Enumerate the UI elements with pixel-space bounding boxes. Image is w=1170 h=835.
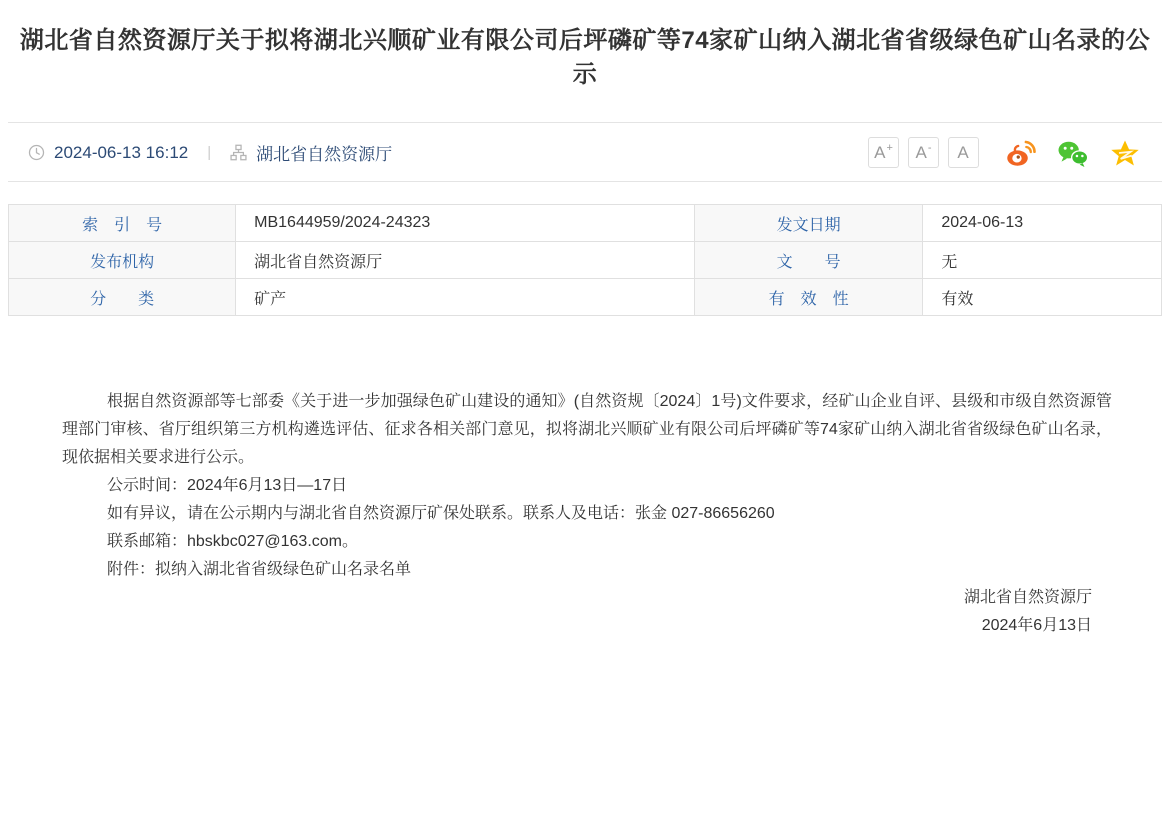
issue-date-value: 2024-06-13 xyxy=(923,205,1162,242)
meta-divider xyxy=(8,181,1162,182)
font-reset-button[interactable] xyxy=(948,137,979,168)
validity-value: 有效 xyxy=(923,279,1162,316)
clock-icon xyxy=(28,144,45,161)
doc-number-label: 文 号 xyxy=(695,242,923,279)
publisher-value: 湖北省自然资源厅 xyxy=(236,242,695,279)
article-body xyxy=(0,316,1170,640)
index-number-value: MB1644959/2024-24323 xyxy=(236,205,695,242)
share-buttons xyxy=(1005,139,1140,167)
wechat-icon[interactable] xyxy=(1057,139,1089,167)
font-increase-button[interactable] xyxy=(868,137,899,168)
font-size-controls xyxy=(868,137,979,168)
attachment-line: 附件：拟纳入湖北省省级绿色矿山名录名单 xyxy=(107,561,412,578)
page-title: 湖北省自然资源厅关于拟将湖北兴顺矿业有限公司后坪磷矿等74家矿山纳入湖北省省级绿色矿山名录的公示 xyxy=(19,27,1151,88)
sitemap-icon xyxy=(230,144,247,161)
category-value: 矿产 xyxy=(236,279,695,316)
font-increase-sup: + xyxy=(886,142,893,154)
publisher-label: 发布机构 xyxy=(9,242,236,279)
document-info-table xyxy=(8,204,1162,316)
doc-number-value: 无 xyxy=(923,242,1162,279)
meta-separator: | xyxy=(207,144,212,161)
signature-date: 2024年6月13日 xyxy=(981,617,1092,634)
category-label: 分 类 xyxy=(9,279,236,316)
issue-date-label: 发文日期 xyxy=(695,205,923,242)
table-row xyxy=(9,242,1162,279)
font-decrease-label: A xyxy=(915,142,927,162)
paragraph-publicity-period: 公示时间：2024年6月13日—17日 xyxy=(107,477,348,494)
publish-time: 2024-06-13 16:12 xyxy=(54,142,189,162)
font-increase-label: A xyxy=(874,142,886,162)
table-row xyxy=(9,205,1162,242)
index-number-label: 索 引 号 xyxy=(9,205,236,242)
table-row xyxy=(9,279,1162,316)
source-name: 湖北省自然资源厅 xyxy=(256,145,393,164)
meta-info xyxy=(28,140,392,165)
weibo-icon[interactable] xyxy=(1005,139,1036,167)
font-decrease-button[interactable] xyxy=(908,137,939,168)
paragraph-contact: 如有异议，请在公示期内与湖北省自然资源厅矿保处联系。联系人及电话：张金 027-86656260 xyxy=(107,505,775,522)
paragraph-main: 根据自然资源部等七部委《关于进一步加强绿色矿山建设的通知》(自然资规〔2024〕1号)文件要求，经矿山企业自评、县级和市级自然资源管理部门审核、省厅组织第三方机构遴选评估、征求各相关部门意见，拟将湖北兴顺矿业有限公司后坪磷矿等74家矿山纳入湖北省省级绿色矿山名录，现依据相关要求进行公示。 xyxy=(62,393,1112,466)
validity-label: 有 效 性 xyxy=(695,279,923,316)
font-decrease-sup: - xyxy=(927,142,932,154)
font-reset-label: A xyxy=(957,142,969,162)
meta-bar xyxy=(0,123,1170,181)
qzone-icon[interactable] xyxy=(1110,139,1140,167)
signature-org: 湖北省自然资源厅 xyxy=(963,589,1092,606)
paragraph-email: 联系邮箱：hbskbc027@163.com。 xyxy=(107,533,359,550)
meta-actions xyxy=(868,137,1140,168)
